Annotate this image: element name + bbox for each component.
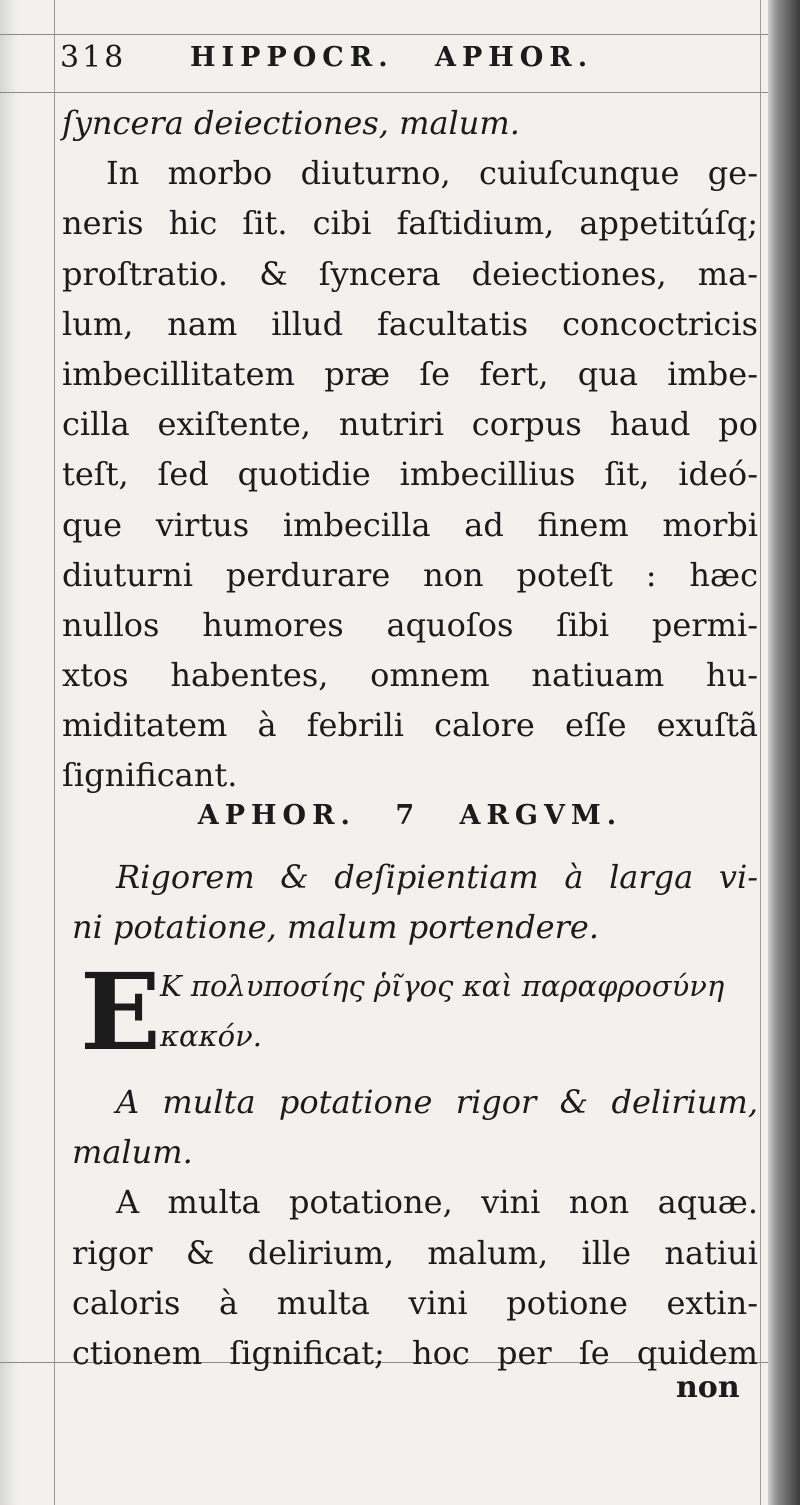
- text-line: ſyncera deiectiones, malum.: [62, 104, 520, 142]
- text-line: Rigorem & deſipientiam à larga vi-: [116, 858, 758, 896]
- catchword: non: [676, 1370, 740, 1405]
- drop-cap: E: [80, 949, 161, 1074]
- text-line: malum.: [72, 1133, 193, 1172]
- greek-line-2: κακόν.: [160, 1019, 262, 1053]
- text-line: teſt, ſed quotidie imbecillius ſit, ideó-: [62, 455, 758, 494]
- frame-rule-top: [0, 34, 768, 35]
- text-line: A multa potatione rigor & delirium,: [116, 1083, 758, 1121]
- greek-line-1: Κ πολυποσίης ῥῖγος καὶ παραφροσύνη: [160, 969, 725, 1003]
- text-line: In morbo diuturno, cuiuſcunque ge-: [106, 154, 758, 193]
- text-line: imbecillitatem præ ſe fert, qua imbe-: [62, 354, 758, 393]
- frame-rule-header: [0, 92, 768, 93]
- commentary-text-1: [62, 98, 758, 801]
- text-line: A multa potatione, vini non aquæ.: [116, 1183, 758, 1222]
- text-line: ctionem ſignificat; hoc per ſe quidem: [72, 1333, 758, 1372]
- frame-rule-right: [760, 0, 761, 1505]
- text-line: ſignificant.: [62, 756, 238, 795]
- text-line: que virtus imbecilla ad finem morbi: [62, 505, 758, 544]
- page-number: 318: [60, 40, 127, 75]
- text-line: nullos humores aquoſos ſibi permi-: [62, 605, 758, 644]
- running-title: HIPPOCR. APHOR.: [190, 42, 594, 73]
- binding-gutter: [768, 0, 800, 1505]
- text-line: lum, nam illud facultatis concoctricis: [62, 304, 758, 343]
- frame-rule-left: [54, 0, 55, 1505]
- page-edge-shadow: [0, 0, 18, 1505]
- text-line: rigor & delirium, malum, ille natiui: [72, 1233, 758, 1272]
- text-line: neris hic ſit. cibi faſtidium, appetitúſq;: [62, 204, 758, 243]
- aphorism-argument: [72, 853, 758, 953]
- text-line: miditatem à febrili calore eſſe exuſtã: [62, 706, 758, 745]
- text-line: proſtratio. & ſyncera deiectiones, ma-: [62, 254, 758, 293]
- text-line: diuturni perdurare non poteſt : hæc: [62, 555, 758, 594]
- text-line: caloris à multa vini potione extin-: [72, 1283, 758, 1322]
- greek-aphorism: [80, 949, 760, 1074]
- text-line: xtos habentes, omnem natiuam hu-: [62, 656, 758, 695]
- section-heading: APHOR. 7 ARGVM.: [197, 800, 623, 831]
- text-line: cilla exiſtente, nutriri corpus haud po: [62, 405, 758, 444]
- latin-translation-and-commentary: [72, 1078, 758, 1379]
- running-header: [60, 40, 760, 90]
- text-line: ni potatione, malum portendere.: [72, 908, 600, 947]
